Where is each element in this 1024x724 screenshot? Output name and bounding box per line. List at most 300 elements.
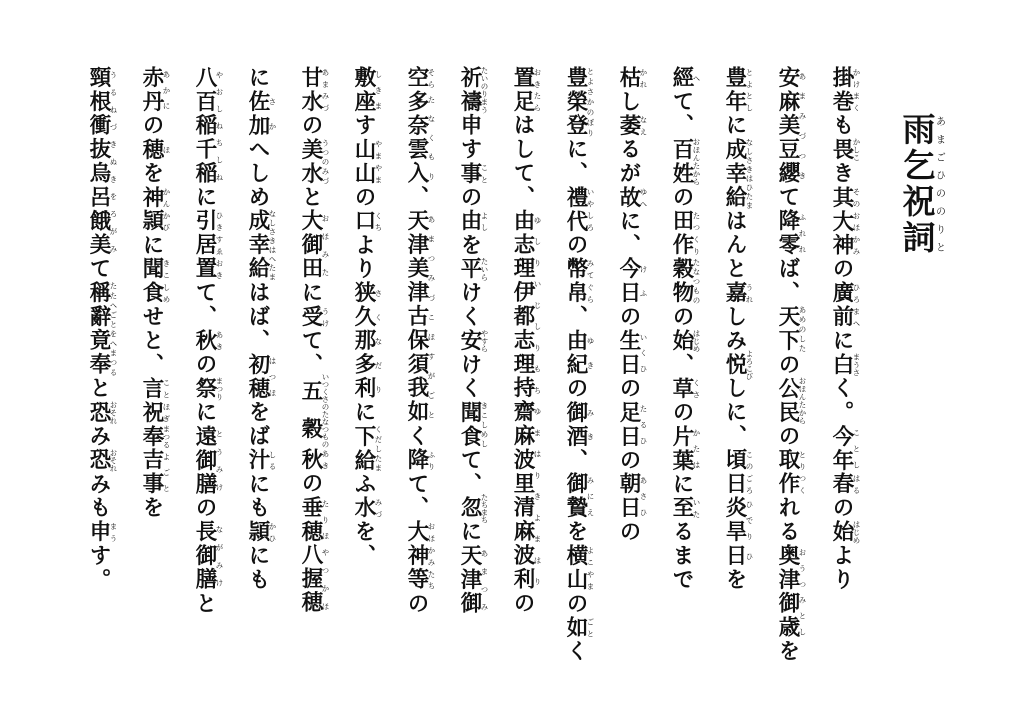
ruby-segment xyxy=(457,257,489,282)
base-text: 初穂 xyxy=(245,352,270,401)
plain-text: はば、 xyxy=(245,281,270,353)
ruby-segment xyxy=(192,376,224,401)
plain-text: て、 xyxy=(192,281,217,329)
ruby-segment xyxy=(404,66,436,90)
furigana-reading: おきたら xyxy=(533,66,542,114)
furigana-reading: ゆしりいじしりもちゆまはりきよまはり xyxy=(533,209,542,592)
ruby-segment xyxy=(616,257,648,306)
base-text: 由 xyxy=(457,209,482,234)
base-text: 天津美津古保須我如 xyxy=(404,209,429,425)
furigana-reading: きこしめし xyxy=(480,400,489,449)
furigana-reading: かひ xyxy=(268,520,277,545)
plain-text: の xyxy=(351,185,376,210)
ruby-segment xyxy=(404,209,436,425)
ruby-segment xyxy=(775,66,807,186)
furigana-reading: けふ xyxy=(639,257,648,306)
ruby-segment xyxy=(829,137,861,162)
base-text: 頴 xyxy=(245,520,270,545)
base-text: 成幸給 xyxy=(722,137,747,210)
furigana-reading: くだしたま xyxy=(374,424,383,473)
ruby-segment xyxy=(775,305,807,353)
furigana-reading: うつのみづ xyxy=(321,137,330,186)
plain-text: に xyxy=(192,400,217,425)
base-text: 幣帛 xyxy=(563,257,588,306)
furigana-reading: まつる xyxy=(162,424,171,449)
furigana-reading: いくひ xyxy=(639,328,648,377)
text-line xyxy=(711,66,757,676)
plain-text: を、 xyxy=(351,520,376,568)
plain-text: の xyxy=(192,496,217,521)
base-text: 草 xyxy=(669,376,694,401)
base-text: 取作 xyxy=(775,448,800,497)
plain-text: ふ xyxy=(351,472,376,497)
plain-text: を xyxy=(457,233,482,258)
base-text: 敷座 xyxy=(351,66,376,114)
ruby-segment xyxy=(298,543,330,616)
ruby-segment xyxy=(722,544,754,568)
plain-text: す。 xyxy=(86,544,111,592)
text-line xyxy=(446,66,492,676)
plain-text: に xyxy=(298,281,323,306)
ruby-segment xyxy=(245,352,277,401)
plain-text: の xyxy=(457,185,482,210)
ruby-segment xyxy=(563,66,595,138)
ruby-segment xyxy=(722,137,754,210)
furigana-reading: なしさきはひたま xyxy=(745,137,754,210)
furigana-reading: やすら xyxy=(480,328,489,353)
plain-text: の xyxy=(616,520,641,545)
base-text: 穂 xyxy=(139,137,164,162)
furigana-reading: ふり xyxy=(427,448,436,473)
base-text: 炎旱 xyxy=(722,496,747,545)
text-line xyxy=(128,66,174,676)
ruby-segment xyxy=(351,424,383,473)
plain-text: の xyxy=(616,305,641,329)
plain-text: に xyxy=(245,66,270,90)
ruby-segment xyxy=(351,66,383,114)
base-text: 長御膳 xyxy=(192,520,217,592)
plain-text: に xyxy=(457,520,482,545)
ruby-segment xyxy=(563,544,595,592)
base-text: 今年 xyxy=(829,424,854,473)
furigana-reading: まつり xyxy=(215,376,224,401)
ruby-segment xyxy=(616,66,648,90)
ruby-segment xyxy=(457,66,489,114)
base-text: 佐加 xyxy=(245,89,270,138)
base-text: 甘水 xyxy=(298,66,323,114)
base-text: 足日 xyxy=(616,400,641,449)
plain-text: を xyxy=(139,496,164,521)
base-text: 萎 xyxy=(616,113,641,138)
ruby-segment xyxy=(829,185,861,258)
ruby-segment xyxy=(669,137,701,186)
plain-text: も xyxy=(86,496,111,521)
ruby-segment xyxy=(829,352,861,377)
furigana-reading: ほ xyxy=(162,137,171,162)
text-line xyxy=(340,66,386,676)
furigana-reading: かび xyxy=(162,209,171,234)
base-text: 空 xyxy=(404,66,429,90)
plain-text: の xyxy=(510,591,535,616)
base-text: 吉事 xyxy=(139,448,164,497)
base-text: 水 xyxy=(351,496,376,521)
furigana-reading: はる xyxy=(852,472,861,497)
furigana-reading: あめのした xyxy=(798,305,807,353)
base-text: 恐 xyxy=(86,400,111,425)
text-line xyxy=(764,66,810,676)
plain-text: しに、 xyxy=(722,376,747,449)
furigana-reading: ひ xyxy=(745,544,754,568)
furigana-reading: よし xyxy=(480,209,489,234)
base-text: 降 xyxy=(404,448,429,473)
plain-text: く xyxy=(563,639,588,664)
base-text: 置足 xyxy=(510,66,535,114)
furigana-reading: とよさかのぼり xyxy=(586,66,595,138)
base-text: 生日 xyxy=(616,328,641,377)
ruby-segment xyxy=(192,328,224,353)
plain-text: はんと xyxy=(722,209,747,282)
furigana-reading: ことし xyxy=(852,424,861,473)
base-text: 秋 xyxy=(192,328,217,353)
ruby-segment xyxy=(669,209,701,258)
furigana-reading: おそれ xyxy=(109,448,118,473)
title-text: 雨乞祝詞 xyxy=(897,112,937,256)
furigana-reading: ことほぎ xyxy=(162,376,171,425)
ruby-segment xyxy=(563,328,595,377)
furigana-reading: とうみけ xyxy=(215,424,224,497)
plain-text: れる xyxy=(775,496,800,545)
base-text: 八百稲千稲 xyxy=(192,66,217,186)
base-text: 頃日 xyxy=(722,448,747,497)
plain-text: す xyxy=(457,137,482,162)
plain-text: の xyxy=(404,591,429,616)
furigana-reading: ゆき xyxy=(586,328,595,377)
plain-text: の xyxy=(563,233,588,258)
furigana-reading: おうつみとし xyxy=(798,544,807,640)
base-text: 天下 xyxy=(775,305,800,353)
furigana-reading: やおしねちしね xyxy=(215,66,224,186)
base-text: 聞食 xyxy=(457,400,482,449)
plain-text: に xyxy=(351,400,376,425)
base-text: 奥津御歳 xyxy=(775,544,800,640)
furigana-reading: かけまく xyxy=(852,66,861,114)
ruby-segment xyxy=(829,520,861,545)
base-text: 經 xyxy=(669,66,694,90)
furigana-reading: ひでり xyxy=(745,496,754,545)
furigana-reading: かん xyxy=(162,185,171,210)
text-line xyxy=(818,66,864,676)
ruby-segment xyxy=(245,209,277,282)
base-text: 安 xyxy=(457,328,482,353)
base-text: 下給 xyxy=(351,424,376,473)
base-text: 春 xyxy=(829,472,854,497)
furigana-reading: あまみづ xyxy=(321,66,330,114)
furigana-reading: おほんたから xyxy=(692,137,701,186)
ruby-segment xyxy=(192,66,224,186)
furigana-reading: いやしろ xyxy=(586,185,595,234)
base-text: 聞食 xyxy=(139,257,164,306)
ruby-segment xyxy=(298,495,330,544)
base-text: 豊年 xyxy=(722,66,747,114)
base-text: 引居置 xyxy=(192,209,217,282)
base-text: 日 xyxy=(722,544,747,568)
furigana-reading: はじめ xyxy=(852,520,861,545)
ruby-segment xyxy=(669,424,701,473)
furigana-reading: たたへごとをへまつる xyxy=(109,281,118,377)
furigana-reading: そのおほかみ xyxy=(852,185,861,258)
furigana-reading: くち xyxy=(374,209,383,234)
ruby-segment xyxy=(616,113,648,138)
base-text: 秋 xyxy=(298,447,323,472)
ruby-segment xyxy=(139,376,171,425)
plain-text: にも xyxy=(245,472,270,521)
base-text: 始 xyxy=(829,520,854,545)
furigana-reading: あさひ xyxy=(639,472,648,521)
base-text: 口 xyxy=(351,209,376,234)
plain-text: の xyxy=(669,185,694,210)
base-text: 嘉 xyxy=(722,281,747,306)
ruby-segment xyxy=(722,281,754,306)
ruby-segment xyxy=(139,209,171,234)
base-text: 御酒 xyxy=(563,400,588,449)
ruby-segment xyxy=(351,161,383,186)
ruby-segment xyxy=(245,448,277,473)
ruby-segment xyxy=(139,448,171,497)
ruby-segment xyxy=(616,400,648,449)
ruby-segment xyxy=(139,185,171,210)
plain-text: て、 xyxy=(404,472,429,521)
plain-text: も xyxy=(829,113,854,138)
furigana-reading: うけ xyxy=(321,305,330,329)
ruby-segment xyxy=(563,615,595,640)
ruby-segment xyxy=(829,424,861,473)
ruby-segment xyxy=(669,66,701,90)
plain-text: と xyxy=(298,185,323,210)
plain-text: より xyxy=(351,233,376,282)
plain-text: の xyxy=(563,591,588,616)
furigana-reading: へ xyxy=(692,66,701,90)
furigana-reading: たなくもり xyxy=(427,89,436,186)
ruby-segment xyxy=(775,376,807,425)
ruby-segment xyxy=(139,424,171,449)
ruby-segment xyxy=(722,66,754,114)
plain-text: ば、 xyxy=(775,257,800,306)
base-text: 頴 xyxy=(139,209,164,234)
ruby-segment xyxy=(616,472,648,521)
ruby-segment xyxy=(563,472,595,521)
base-text: 由紀 xyxy=(563,328,588,377)
furigana-reading: あき xyxy=(215,328,224,353)
base-text: 今日 xyxy=(616,257,641,306)
base-text: 大御田 xyxy=(298,209,323,282)
ruby-segment xyxy=(563,400,595,449)
base-text: 汁 xyxy=(245,448,270,473)
furigana-reading: やま xyxy=(374,161,383,186)
base-text: 其大神 xyxy=(829,185,854,258)
furigana-reading: いつくさのたなつもの xyxy=(321,372,330,448)
plain-text: く。 xyxy=(829,376,854,425)
furigana-reading: とりつく xyxy=(798,448,807,497)
ruby-segment xyxy=(351,496,383,521)
base-text: 穀物 xyxy=(669,257,694,306)
plain-text: く xyxy=(404,424,429,449)
plain-text: 申 xyxy=(457,113,482,138)
base-text: 赤丹 xyxy=(139,66,164,114)
plain-text: に xyxy=(139,233,164,258)
plain-text: み xyxy=(86,424,111,449)
furigana-reading: さくなだり xyxy=(374,281,383,401)
furigana-reading: みてぐら xyxy=(586,257,595,306)
furigana-reading: よろこび xyxy=(745,349,754,380)
ruby-segment xyxy=(86,400,118,425)
plain-text: を xyxy=(775,639,800,664)
furigana-reading: さか xyxy=(268,89,277,138)
ruby-segment xyxy=(86,281,118,377)
plain-text: の xyxy=(669,305,694,329)
ruby-segment xyxy=(245,520,277,545)
furigana-reading: みにえ xyxy=(586,472,595,521)
title-reading: あまごひののりと xyxy=(933,112,945,256)
base-text: 公民 xyxy=(775,376,800,425)
plain-text: の xyxy=(616,448,641,473)
base-text: 由志理伊都志理持齋麻波里清麻波利 xyxy=(510,209,535,592)
base-text: 悦 xyxy=(722,349,747,380)
ruby-segment xyxy=(829,281,861,329)
furigana-reading: あまつみ xyxy=(480,544,489,616)
ruby-segment xyxy=(86,66,118,258)
plain-text: に xyxy=(829,328,854,353)
base-text: 恐 xyxy=(86,448,111,473)
furigana-reading: しる xyxy=(268,448,277,473)
furigana-reading: ながみけ xyxy=(215,520,224,592)
ruby-segment xyxy=(192,520,224,592)
ruby-segment xyxy=(457,544,489,616)
plain-text: けく xyxy=(457,281,482,329)
furigana-reading: たるひ xyxy=(639,400,648,449)
ruby-segment xyxy=(563,257,595,306)
plain-text: の xyxy=(669,400,694,425)
plain-text: て xyxy=(775,185,800,210)
plain-text: の xyxy=(775,424,800,449)
furigana-reading: よこやま xyxy=(586,544,595,592)
base-text: 故 xyxy=(616,185,641,210)
ruby-segment xyxy=(245,89,277,138)
base-text: 多奈雲入 xyxy=(404,89,429,186)
base-text: 枯 xyxy=(616,66,641,90)
plain-text: み xyxy=(86,472,111,497)
ruby-segment xyxy=(457,493,489,524)
ruby-segment xyxy=(829,66,861,114)
base-text: 片葉 xyxy=(669,424,694,473)
ruby-segment xyxy=(298,372,330,448)
base-text: 御贄 xyxy=(563,472,588,521)
base-text: 事 xyxy=(457,161,482,186)
furigana-reading: まう xyxy=(109,520,118,545)
furigana-reading: たつくり xyxy=(692,209,701,258)
furigana-reading: あまつみづこほすがごと xyxy=(427,209,436,425)
plain-text: の xyxy=(616,376,641,401)
ruby-segment xyxy=(510,209,542,592)
ruby-segment xyxy=(722,496,754,545)
furigana-reading: こと xyxy=(480,161,489,186)
ruby-segment xyxy=(404,89,436,186)
plain-text: に、 xyxy=(616,209,641,258)
plain-text: に xyxy=(722,113,747,138)
base-text: 始 xyxy=(669,328,694,353)
furigana-reading: はじめ xyxy=(692,328,701,353)
base-text: 廣前 xyxy=(829,281,854,329)
plain-text: をば xyxy=(245,400,270,449)
plain-text: はして、 xyxy=(510,113,535,210)
furigana-reading: かしこ xyxy=(852,137,861,162)
ruby-segment xyxy=(351,281,383,401)
furigana-reading: いた xyxy=(692,496,701,521)
ruby-segment xyxy=(404,520,436,592)
base-text: 山 xyxy=(351,161,376,186)
furigana-reading: たいら xyxy=(480,257,489,282)
furigana-reading: おほんたから xyxy=(798,376,807,425)
ruby-segment xyxy=(86,448,118,473)
furigana-reading: とよとし xyxy=(745,66,754,114)
furigana-reading: おほみた xyxy=(321,209,330,282)
ruby-segment xyxy=(457,400,489,449)
base-text: 八握穂 xyxy=(298,543,323,616)
plain-text: けく xyxy=(457,352,482,401)
furigana-reading: はつほ xyxy=(268,352,277,401)
furigana-reading: うれ xyxy=(745,281,754,306)
furigana-reading: ふれれ xyxy=(798,209,807,258)
furigana-reading: そら xyxy=(427,66,436,90)
base-text: 禮代 xyxy=(563,185,588,234)
text-line xyxy=(393,66,439,676)
ruby-segment xyxy=(139,137,171,162)
ruby-segment xyxy=(722,349,754,380)
ruby-segment xyxy=(192,424,224,497)
ruby-segment xyxy=(563,185,595,234)
base-text: 狭久那多利 xyxy=(351,281,376,401)
base-text: 言祝 xyxy=(139,376,164,425)
furigana-reading: かたは xyxy=(692,424,701,473)
plain-text: と xyxy=(192,591,217,616)
base-text: 田作 xyxy=(669,209,694,258)
ruby-segment xyxy=(192,209,224,282)
plain-text: す xyxy=(351,113,376,138)
plain-text: を xyxy=(563,520,588,545)
furigana-reading: やま xyxy=(374,137,383,162)
furigana-reading: ごと xyxy=(586,615,595,640)
ruby-segment xyxy=(298,447,330,472)
plain-text: の xyxy=(563,376,588,401)
base-text: 忽 xyxy=(457,493,482,524)
ruby-segment xyxy=(404,448,436,473)
plain-text: て、 xyxy=(669,89,694,138)
plain-text: の xyxy=(298,471,323,496)
base-text: 神 xyxy=(139,185,164,210)
furigana-reading: なえ xyxy=(639,113,648,138)
furigana-reading: よごと xyxy=(162,448,171,497)
ruby-segment xyxy=(139,257,171,306)
ruby-segment xyxy=(298,209,330,282)
plain-text: に xyxy=(192,185,217,210)
base-text: 降零 xyxy=(775,209,800,258)
base-text: 遠御膳 xyxy=(192,424,217,497)
text-line xyxy=(75,66,121,676)
base-text: 豊榮登 xyxy=(563,66,588,138)
base-text: 朝日 xyxy=(616,472,641,521)
base-text: 美水 xyxy=(298,137,323,186)
furigana-reading: うるねづきぬきをろがみ xyxy=(109,66,118,258)
base-text: 横山 xyxy=(563,544,588,592)
